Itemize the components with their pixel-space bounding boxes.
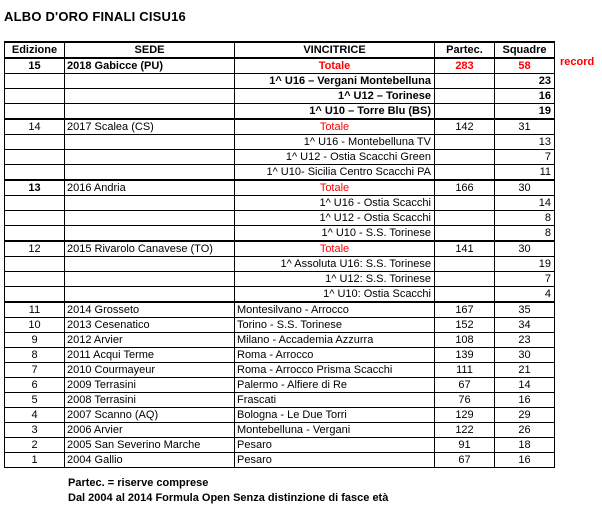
cell-vincitrice: 1^ U12 - Ostia Scacchi [235, 211, 435, 226]
table-row [5, 104, 555, 120]
cell-edizione [5, 104, 65, 120]
cell-vincitrice: Pesaro [235, 453, 435, 468]
cell-sede [65, 150, 235, 165]
cell-vincitrice: 1^ U12: S.S. Torinese [235, 272, 435, 287]
record-label: record [560, 56, 595, 68]
table-row [5, 119, 555, 135]
cell-squadre: 14 [495, 378, 555, 393]
table-row [5, 408, 555, 423]
cell-sede: 2005 San Severino Marche [65, 438, 235, 453]
table-row [5, 363, 555, 378]
cell-edizione: 9 [5, 333, 65, 348]
cell-sede: 2011 Acqui Terme [65, 348, 235, 363]
cell-edizione [5, 196, 65, 211]
cell-edizione [5, 287, 65, 303]
cell-partec: 139 [435, 348, 495, 363]
table-row [5, 287, 555, 303]
cell-edizione [5, 165, 65, 181]
cell-sede: 2016 Andria [65, 180, 235, 196]
cell-vincitrice: Torino - S.S. Torinese [235, 318, 435, 333]
cell-vincitrice: 1^ U16 - Montebelluna TV [235, 135, 435, 150]
cell-vincitrice: 1^ U16 - Ostia Scacchi [235, 196, 435, 211]
cell-sede: 2008 Terrasini [65, 393, 235, 408]
table-row [5, 302, 555, 318]
cell-sede: 2010 Courmayeur [65, 363, 235, 378]
cell-edizione: 10 [5, 318, 65, 333]
cell-vincitrice: Roma - Arrocco Prisma Scacchi [235, 363, 435, 378]
cell-partec: 91 [435, 438, 495, 453]
cell-squadre: 29 [495, 408, 555, 423]
cell-partec: 129 [435, 408, 495, 423]
page-title: ALBO D'ORO FINALI CISU16 [4, 9, 186, 24]
cell-squadre: 23 [495, 333, 555, 348]
cell-edizione: 3 [5, 423, 65, 438]
cell-squadre: 7 [495, 272, 555, 287]
table-row [5, 165, 555, 181]
cell-edizione [5, 150, 65, 165]
cell-sede: 2012 Arvier [65, 333, 235, 348]
cell-sede: 2015 Rivarolo Canavese (TO) [65, 241, 235, 257]
results-table [4, 41, 555, 468]
cell-partec: 142 [435, 119, 495, 135]
cell-squadre: 35 [495, 302, 555, 318]
cell-sede: 2006 Arvier [65, 423, 235, 438]
cell-squadre: 18 [495, 438, 555, 453]
cell-squadre: 58 [495, 58, 555, 74]
cell-edizione [5, 257, 65, 272]
cell-sede: 2009 Terrasini [65, 378, 235, 393]
cell-squadre: 7 [495, 150, 555, 165]
cell-edizione: 13 [5, 180, 65, 196]
table-row [5, 89, 555, 104]
table-row [5, 211, 555, 226]
cell-squadre: 30 [495, 180, 555, 196]
cell-vincitrice: Milano - Accademia Azzurra [235, 333, 435, 348]
cell-edizione [5, 74, 65, 89]
cell-edizione [5, 226, 65, 242]
cell-partec [435, 196, 495, 211]
cell-partec: 122 [435, 423, 495, 438]
cell-partec [435, 272, 495, 287]
table-row [5, 58, 555, 74]
cell-sede: 2014 Grosseto [65, 302, 235, 318]
cell-partec [435, 104, 495, 120]
cell-squadre: 26 [495, 423, 555, 438]
table-row [5, 196, 555, 211]
table-row [5, 272, 555, 287]
cell-vincitrice: Montebelluna - Vergani [235, 423, 435, 438]
cell-partec: 67 [435, 453, 495, 468]
cell-sede [65, 272, 235, 287]
table-row [5, 378, 555, 393]
cell-sede [65, 196, 235, 211]
cell-edizione: 4 [5, 408, 65, 423]
table-row [5, 438, 555, 453]
cell-edizione: 8 [5, 348, 65, 363]
cell-squadre: 16 [495, 393, 555, 408]
cell-sede: 2017 Scalea (CS) [65, 119, 235, 135]
cell-edizione: 14 [5, 119, 65, 135]
cell-squadre: 19 [495, 257, 555, 272]
cell-sede: 2018 Gabicce (PU) [65, 58, 235, 74]
table-row [5, 74, 555, 89]
cell-edizione: 12 [5, 241, 65, 257]
cell-edizione [5, 89, 65, 104]
header-squadre: Squadre [495, 42, 555, 58]
cell-squadre: 30 [495, 241, 555, 257]
cell-vincitrice: Montesilvano - Arrocco [235, 302, 435, 318]
cell-sede [65, 89, 235, 104]
cell-edizione [5, 272, 65, 287]
cell-squadre: 34 [495, 318, 555, 333]
cell-vincitrice: Bologna - Le Due Torri [235, 408, 435, 423]
cell-edizione: 6 [5, 378, 65, 393]
cell-vincitrice: 1^ Assoluta U16: S.S. Torinese [235, 257, 435, 272]
header-edizione: Edizione [5, 42, 65, 58]
cell-sede [65, 226, 235, 242]
cell-squadre: 8 [495, 226, 555, 242]
cell-squadre: 23 [495, 74, 555, 89]
table-row [5, 423, 555, 438]
cell-sede: 2013 Cesenatico [65, 318, 235, 333]
cell-partec: 111 [435, 363, 495, 378]
table-row [5, 393, 555, 408]
cell-sede: 2007 Scanno (AQ) [65, 408, 235, 423]
cell-squadre: 4 [495, 287, 555, 303]
cell-edizione [5, 211, 65, 226]
cell-edizione: 7 [5, 363, 65, 378]
cell-vincitrice: Roma - Arrocco [235, 348, 435, 363]
cell-vincitrice: Totale [235, 119, 435, 135]
cell-partec [435, 135, 495, 150]
cell-partec [435, 257, 495, 272]
cell-vincitrice: 1^ U10 – Torre Blu (BS) [235, 104, 435, 120]
cell-edizione: 2 [5, 438, 65, 453]
cell-edizione: 15 [5, 58, 65, 74]
cell-partec [435, 226, 495, 242]
cell-squadre: 16 [495, 453, 555, 468]
cell-sede [65, 287, 235, 303]
table-row [5, 453, 555, 468]
cell-vincitrice: 1^ U10 - S.S. Torinese [235, 226, 435, 242]
table-body [5, 58, 555, 468]
table-row [5, 226, 555, 242]
cell-partec [435, 89, 495, 104]
cell-vincitrice: 1^ U10: Ostia Scacchi [235, 287, 435, 303]
cell-squadre: 30 [495, 348, 555, 363]
cell-sede [65, 211, 235, 226]
header-row [5, 42, 555, 58]
table-row [5, 318, 555, 333]
cell-vincitrice: 1^ U12 - Ostia Scacchi Green [235, 150, 435, 165]
table-row [5, 150, 555, 165]
table-row [5, 135, 555, 150]
cell-squadre: 11 [495, 165, 555, 181]
table-row [5, 348, 555, 363]
cell-vincitrice: Frascati [235, 393, 435, 408]
cell-partec [435, 211, 495, 226]
cell-partec: 167 [435, 302, 495, 318]
cell-partec: 108 [435, 333, 495, 348]
cell-vincitrice: 1^ U10- Sicilia Centro Scacchi PA [235, 165, 435, 181]
cell-squadre: 16 [495, 89, 555, 104]
cell-sede: 2004 Gallio [65, 453, 235, 468]
cell-sede [65, 74, 235, 89]
cell-partec [435, 165, 495, 181]
cell-vincitrice: Totale [235, 241, 435, 257]
cell-partec: 283 [435, 58, 495, 74]
header-sede: SEDE [65, 42, 235, 58]
cell-vincitrice: Totale [235, 180, 435, 196]
cell-sede [65, 104, 235, 120]
cell-vincitrice: 1^ U12 – Torinese [235, 89, 435, 104]
cell-edizione [5, 135, 65, 150]
header-partec: Partec. [435, 42, 495, 58]
note-formula: Dal 2004 al 2014 Formula Open Senza distinzione di fasce età [68, 492, 389, 504]
cell-sede [65, 257, 235, 272]
cell-sede [65, 135, 235, 150]
cell-edizione: 1 [5, 453, 65, 468]
cell-partec: 152 [435, 318, 495, 333]
cell-partec [435, 150, 495, 165]
cell-squadre: 31 [495, 119, 555, 135]
cell-squadre: 19 [495, 104, 555, 120]
cell-partec: 76 [435, 393, 495, 408]
cell-squadre: 14 [495, 196, 555, 211]
cell-partec [435, 287, 495, 303]
table-row [5, 257, 555, 272]
table-row [5, 241, 555, 257]
cell-vincitrice: Palermo - Alfiere di Re [235, 378, 435, 393]
cell-vincitrice: 1^ U16 – Vergani Montebelluna [235, 74, 435, 89]
table-row [5, 180, 555, 196]
cell-squadre: 8 [495, 211, 555, 226]
cell-squadre: 21 [495, 363, 555, 378]
cell-vincitrice: Totale [235, 58, 435, 74]
cell-vincitrice: Pesaro [235, 438, 435, 453]
cell-edizione: 5 [5, 393, 65, 408]
cell-partec: 67 [435, 378, 495, 393]
cell-partec: 141 [435, 241, 495, 257]
cell-squadre: 13 [495, 135, 555, 150]
cell-partec [435, 74, 495, 89]
cell-partec: 166 [435, 180, 495, 196]
header-vincitrice: VINCITRICE [235, 42, 435, 58]
table-row [5, 333, 555, 348]
cell-sede [65, 165, 235, 181]
cell-edizione: 11 [5, 302, 65, 318]
note-partec: Partec. = riserve comprese [68, 477, 209, 489]
